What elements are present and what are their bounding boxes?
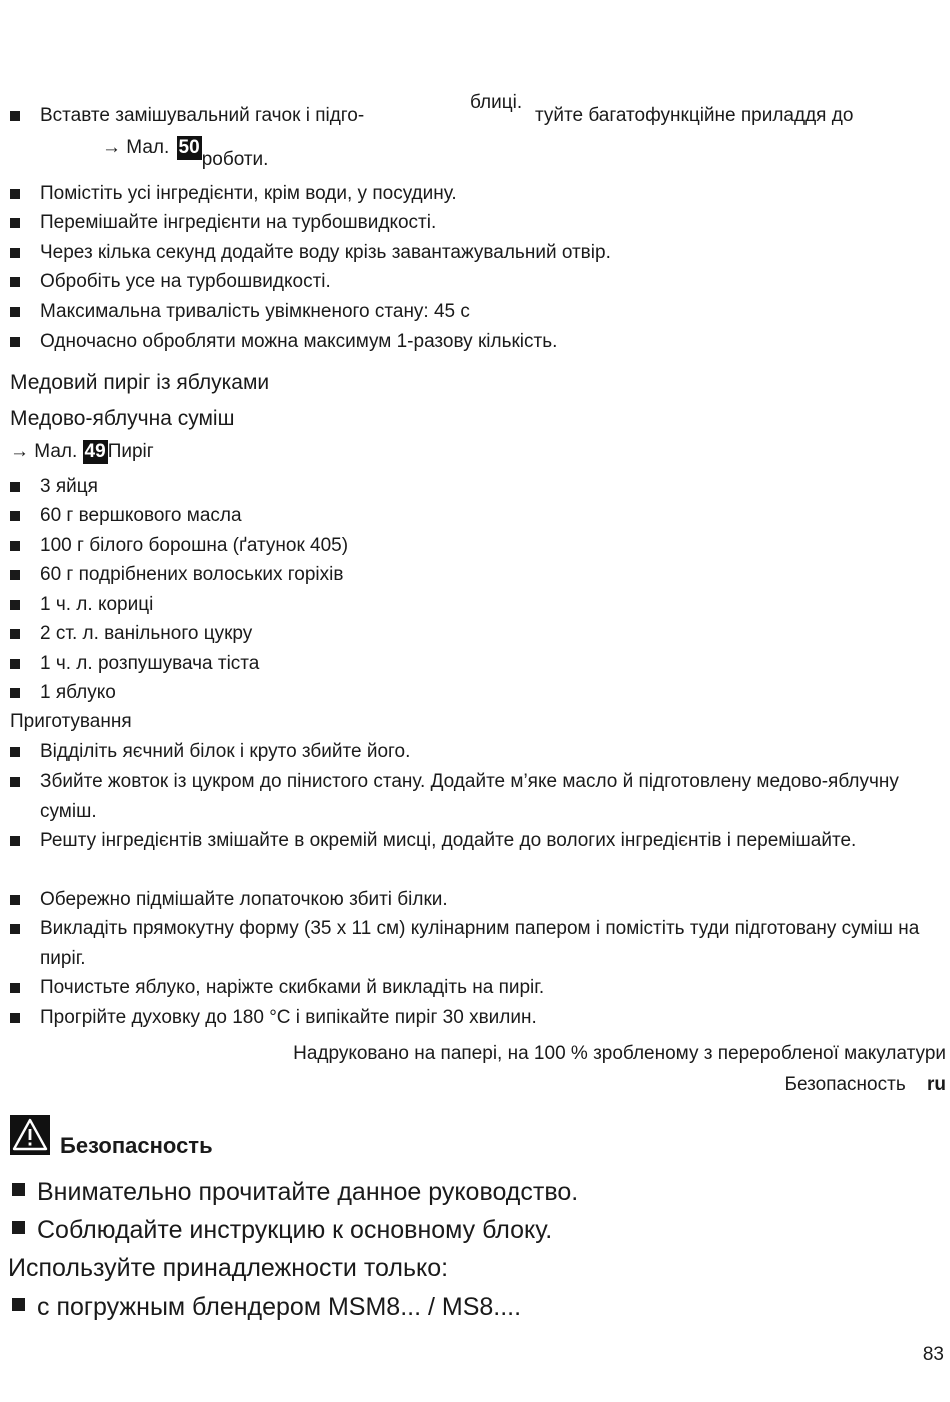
bullet-square — [10, 659, 20, 669]
recipe-title: Медовий пиріг із яблуками — [10, 371, 270, 394]
ingredient-text: 3 яйця — [40, 476, 98, 497]
bullet-square — [10, 248, 20, 258]
bullet-square — [10, 1013, 20, 1023]
bullet-square — [10, 541, 20, 551]
safety-item-text: Внимательно прочитайте данное руководство. — [37, 1178, 579, 1206]
accessories-intro: Используйте принадлежности только: — [8, 1254, 449, 1282]
bullet-square — [10, 218, 20, 228]
bullet-square — [10, 337, 20, 347]
bullet-square — [10, 277, 20, 287]
safety-item-text: Соблюдайте инструкцию к основному блоку. — [37, 1216, 553, 1244]
bullet-square — [10, 983, 20, 993]
prep-step-text: Збийте жовток із цукром до пінистого стану. Додайте м’яке масло й підготовлену медово-яблучну суміш. — [40, 771, 899, 822]
step-text: Через кілька секунд додайте воду крізь завантажувальний отвір. — [40, 242, 611, 263]
bullet-square — [12, 1298, 25, 1311]
bullet-square — [10, 307, 20, 317]
step-text: Обробіть усе на турбошвидкості. — [40, 271, 331, 292]
ingredient-text: 1 ч. л. розпушувача тіста — [40, 653, 260, 674]
recipe-subtitle: Медово-яблучна суміш — [10, 407, 235, 430]
ingredient-text: 60 г вершкового масла — [40, 505, 242, 526]
bullet-square — [10, 570, 20, 580]
page-number: 83 — [922, 1344, 944, 1365]
bullet-square — [10, 600, 20, 610]
step-text: Одночасно обробляти можна максимум 1-разову кількість. — [40, 331, 558, 352]
figure-reference: → Мал. 49 Пиріг — [10, 441, 154, 462]
running-header-lang: ru — [927, 1074, 946, 1095]
prep-step-text: Викладіть прямокутну форму (35 х 11 см) кулінарним папером і помістіть туди підготовану суміш на пиріг. — [40, 918, 920, 969]
list-item — [12, 1214, 552, 1246]
safety-title: Безопасность — [60, 1133, 213, 1158]
prep-step-text: Прогрійте духовку до 180 °С і випікайте пиріг 30 хвилин. — [40, 1007, 537, 1028]
running-header — [785, 1073, 946, 1097]
bullet-square — [10, 189, 20, 199]
prep-step-text: Відділіть яєчний білок і круто збийте його. — [40, 741, 411, 762]
prep-step-text: Решту інгредієнтів змішайте в окремій мисці, додайте до вологих інгредієнтів і перемішайте. — [40, 830, 857, 851]
list-item — [12, 1176, 578, 1208]
bullet-square — [10, 111, 20, 121]
bullet-square — [12, 1183, 25, 1196]
column-fragment: блиці. — [470, 92, 523, 113]
ingredient-text: 1 яблуко — [40, 682, 116, 703]
bullet-square — [12, 1221, 25, 1234]
step-text: Максимальна тривалість увімкненого стану: 45 с — [40, 301, 470, 322]
bullet-square — [10, 836, 20, 846]
bullet-square — [10, 895, 20, 905]
ingredient-text: 100 г білого борошна (ґатунок 405) — [40, 535, 349, 556]
step-text: Помістіть усі інгредієнти, крім води, у посудину. — [40, 183, 457, 204]
column-fragment: туйте багатофункційне приладдя до — [535, 105, 854, 126]
running-header-section: Безопасность — [784, 1074, 906, 1095]
ingredient-text: 60 г подрібнених волоських горіхів — [40, 564, 344, 585]
step-text: Перемішайте інгредієнти на турбошвидкості. — [40, 212, 437, 233]
bullet-square — [10, 511, 20, 521]
warning-icon — [10, 1115, 50, 1155]
prep-step-text: Почистьте яблуко, наріжте скибками й викладіть на пиріг. — [40, 977, 545, 998]
figure-number-badge: 50 — [178, 137, 200, 158]
bullet-square — [10, 688, 20, 698]
bullet-square — [10, 629, 20, 639]
prep-step-text: Обережно підмішайте лопаточкою збиті білки. — [40, 889, 448, 910]
recycled-paper-note: Надруковано на папері, на 100 % зробленому з переробленої макулатури — [293, 1043, 946, 1064]
bullet-square — [10, 747, 20, 757]
prep-label: Приготування — [10, 711, 132, 732]
figure-reference: → Мал. 50роботи. — [102, 137, 269, 170]
accessory-text: с погружным блендером MSM8... / MS8.... — [37, 1293, 522, 1321]
ingredient-text: 2 ст. л. ванільного цукру — [40, 623, 253, 644]
figure-number-badge: 49 — [84, 441, 106, 462]
ingredient-text: 1 ч. л. кориці — [40, 594, 154, 615]
bullet-square — [10, 924, 20, 934]
bullet-square — [10, 777, 20, 787]
step-text: Вставте замішувальний гачок і підго- — [40, 105, 365, 126]
bullet-square — [10, 482, 20, 492]
list-item — [12, 1291, 521, 1323]
